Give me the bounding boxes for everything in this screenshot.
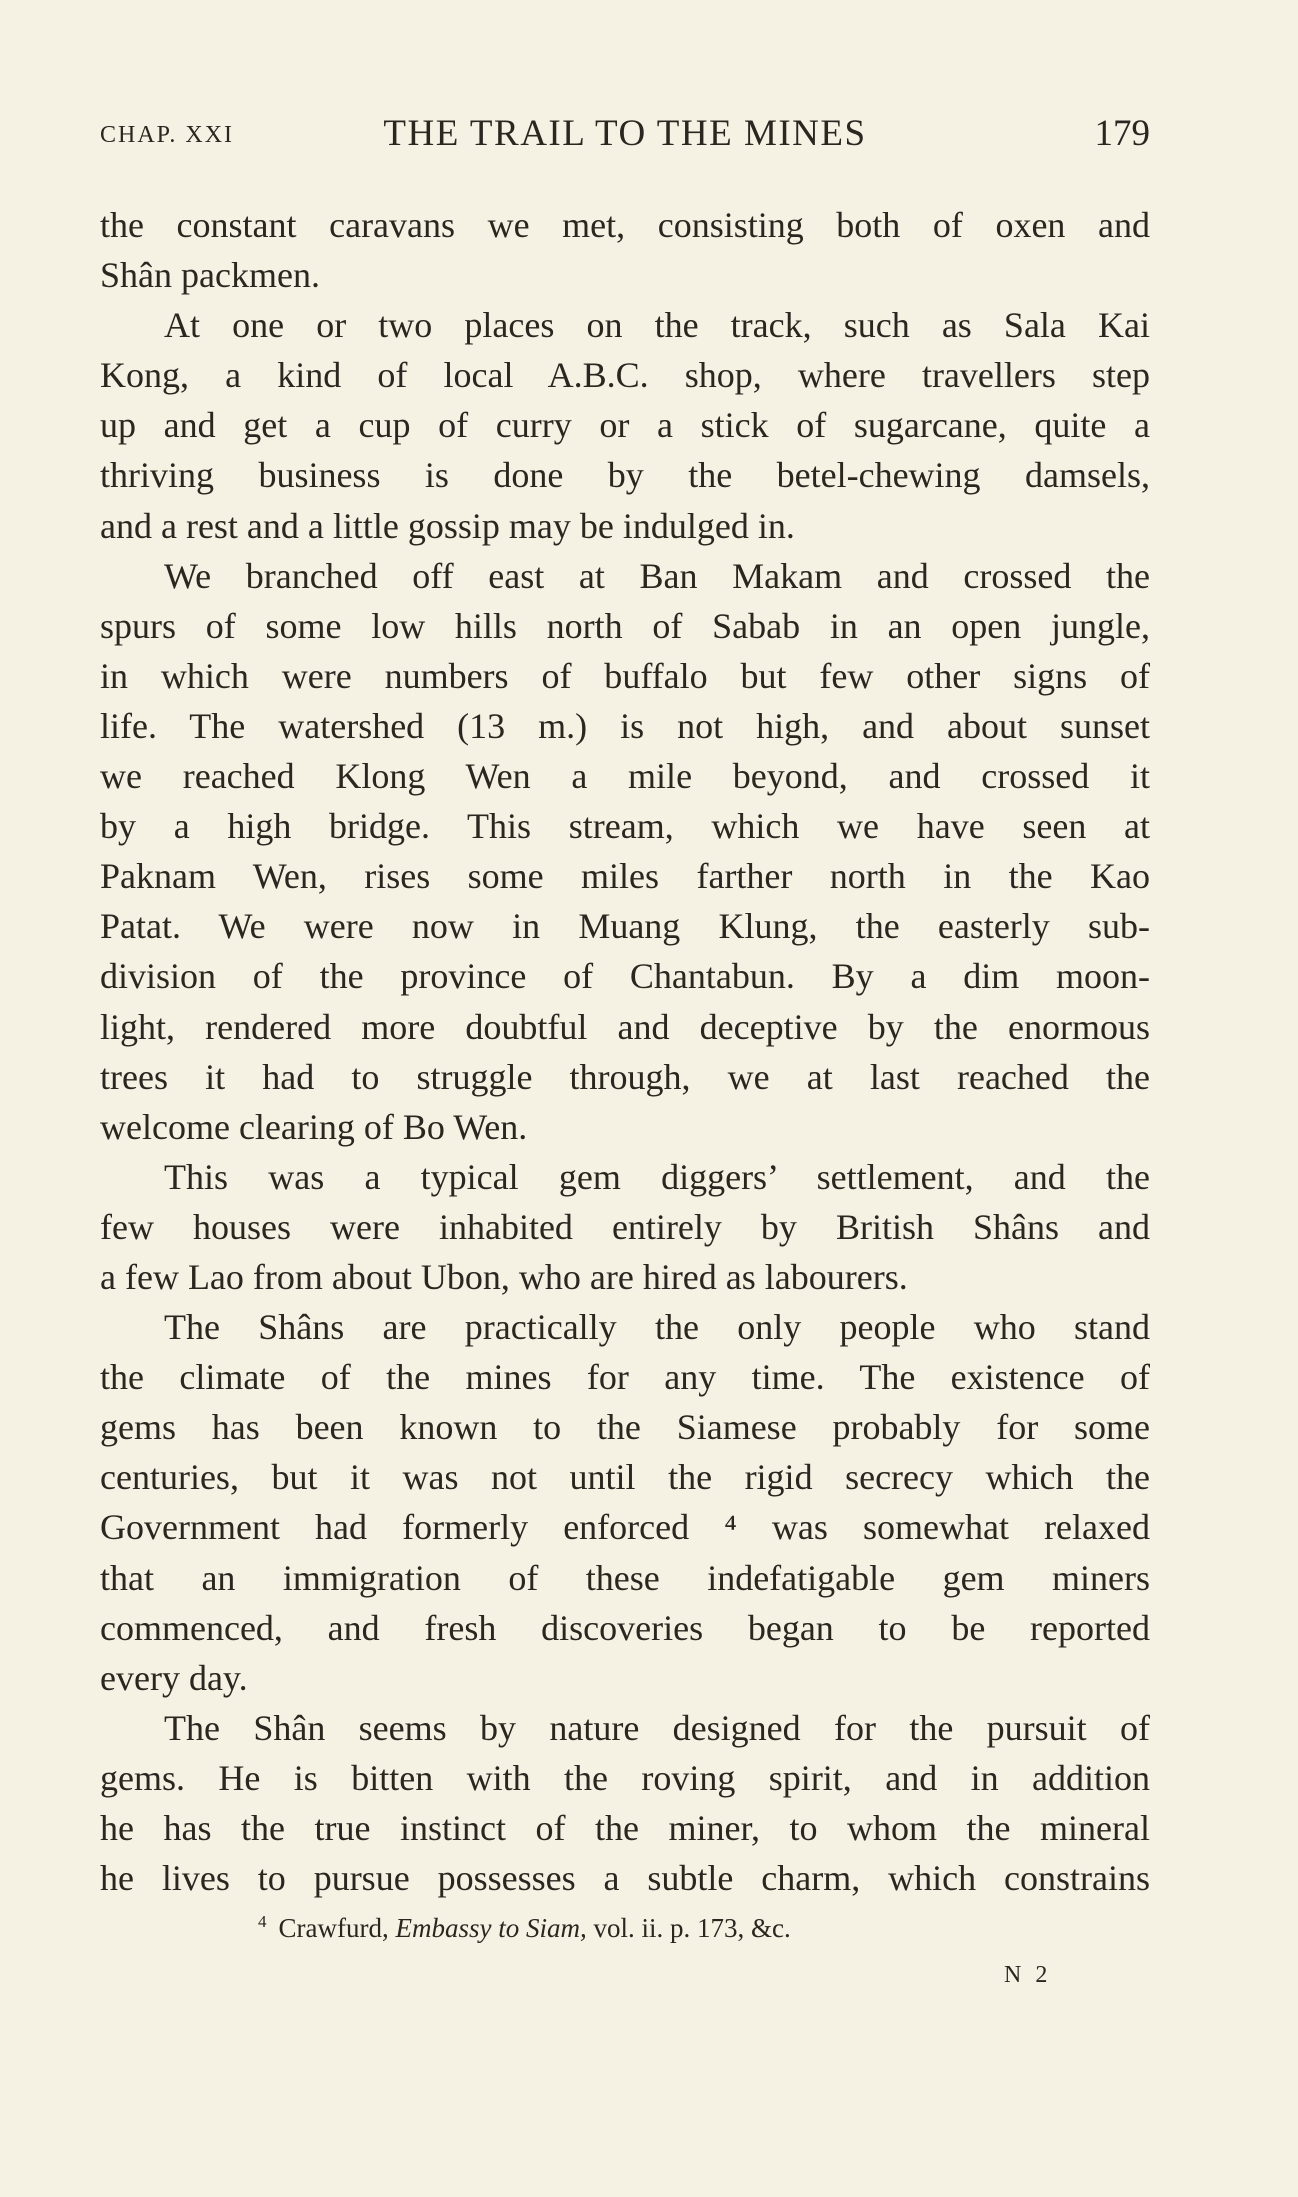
text-line: gems. He is bitten with the roving spirit, and in addition xyxy=(100,1757,1150,1798)
text-line: gems has been known to the Siamese probably for some xyxy=(100,1407,1150,1448)
text-line: light, rendered more doubtful and deceptive by the enormous xyxy=(100,1006,1150,1047)
footnote-work: Embassy to Siam, xyxy=(395,1913,587,1943)
text-line: trees it had to struggle through, we at last reached the xyxy=(100,1056,1150,1097)
text-line: At one or two places on the track, such as Sala Kai xyxy=(164,305,1150,346)
running-title: THE TRAIL TO THE MINES xyxy=(383,113,867,154)
text-line: Government had formerly enforced ⁴ was somewhat relaxed xyxy=(100,1507,1150,1548)
text-line: that an immigration of these indefatigable gem miners xyxy=(100,1557,1150,1598)
page-number: 179 xyxy=(1094,113,1150,154)
text-line: in which were numbers of buffalo but few other signs of xyxy=(100,655,1150,696)
text-line: he has the true instinct of the miner, to whom the mineral xyxy=(100,1808,1150,1848)
text-line: by a high bridge. This stream, which we have seen at xyxy=(100,806,1150,847)
text-line: We branched off east at Ban Makam and crossed the xyxy=(164,555,1150,596)
text-line: life. The watershed (13 m.) is not high, and about sunset xyxy=(100,705,1150,746)
running-header xyxy=(100,112,1150,162)
signature-mark: N 2 xyxy=(1004,1962,1052,1988)
text-line: commenced, and fresh discoveries began to be reported xyxy=(100,1607,1150,1648)
text-line: centuries, but it was not until the rigid secrecy which the xyxy=(100,1457,1150,1498)
text-line: we reached Klong Wen a mile beyond, and crossed it xyxy=(100,756,1150,797)
text-line: a few Lao from about Ubon, who are hired as labourers. xyxy=(100,1256,908,1297)
footnote-marker: 4 xyxy=(258,1912,267,1931)
text-line: Shân packmen. xyxy=(100,255,320,296)
text-line: Paknam Wen, rises some miles farther north in the Kao xyxy=(100,856,1150,897)
text-line: Patat. We were now in Muang Klung, the easterly sub- xyxy=(100,906,1150,947)
text-line: the constant caravans we met, consisting both of oxen and xyxy=(100,205,1150,245)
footnote xyxy=(258,1912,791,1944)
text-line: This was a typical gem diggers’ settlement, and the xyxy=(164,1156,1150,1197)
footnote-reference: vol. ii. p. 173, &c. xyxy=(593,1913,791,1943)
text-line: The Shâns are practically the only people who stand xyxy=(164,1307,1150,1348)
text-line: he lives to pursue possesses a subtle charm, which constrains xyxy=(100,1858,1150,1899)
footnote-author: Crawfurd, xyxy=(278,1913,389,1943)
text-line: spurs of some low hills north of Sabab in an open jungle, xyxy=(100,605,1150,646)
text-line: every day. xyxy=(100,1657,248,1698)
text-line: division of the province of Chantabun. By a dim moon- xyxy=(100,956,1150,997)
chapter-label: CHAP. XXI xyxy=(100,122,235,148)
text-line: welcome clearing of Bo Wen. xyxy=(100,1106,528,1147)
text-line: the climate of the mines for any time. The existence of xyxy=(100,1357,1150,1398)
text-line: up and get a cup of curry or a stick of sugarcane, quite a xyxy=(100,405,1150,446)
text-line: Kong, a kind of local A.B.C. shop, where travellers step xyxy=(100,355,1150,396)
text-line: few houses were inhabited entirely by British Shâns and xyxy=(100,1206,1150,1247)
text-line: thriving business is done by the betel-chewing damsels, xyxy=(100,455,1150,496)
body-text xyxy=(100,200,1150,1903)
text-line: and a rest and a little gossip may be indulged in. xyxy=(100,505,795,546)
text-line: The Shân seems by nature designed for the pursuit of xyxy=(164,1707,1150,1748)
